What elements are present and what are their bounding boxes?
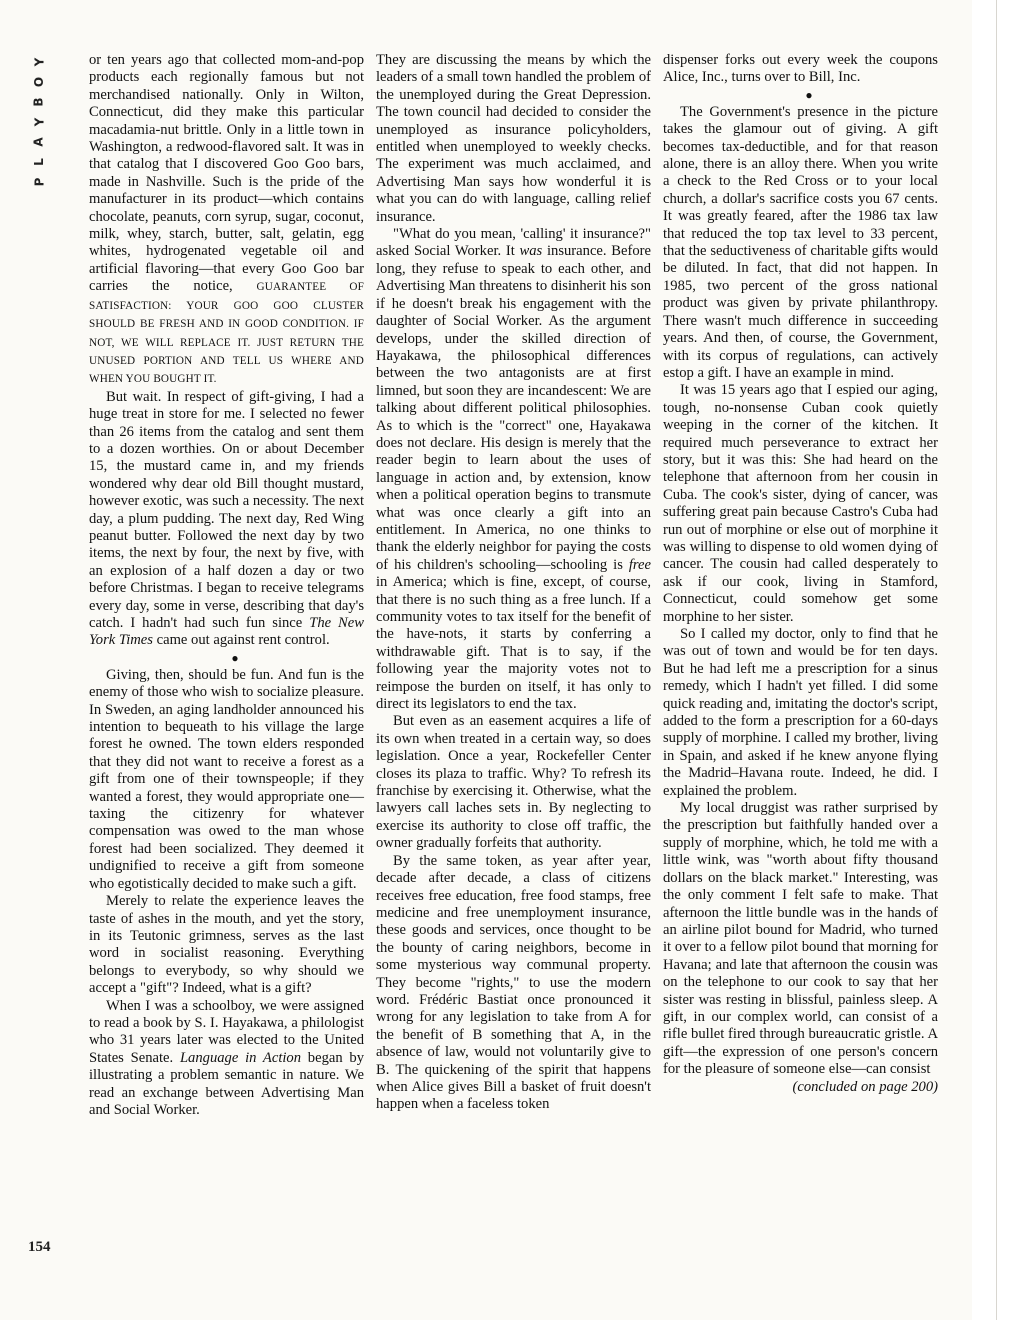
text-column-2	[376, 52, 651, 1114]
text-column-1	[89, 52, 364, 1119]
paragraph-text: "What do you mean, 'calling' it insurance?" asked Social Worker. It	[376, 226, 651, 260]
running-head-letter: A	[31, 137, 46, 147]
paragraph: By the same token, as year after year, decade after decade, a class of citizens receives free education, free food stamps, free medicine and free unemployment insurance, these goods and services, once thought to be the bounty of caring neighbors, become in some mysterious way communal property. They become "rights," to use the modern word. Frédéric Bastiat once pronounced it wrong for any legislation to take from A for the benefit of B something that A, in the absence of law, would not voluntarily give to B. The quickening of the spirit that happens when Alice gives Bill a basket of fruit doesn't happen when a faceless token	[376, 852, 651, 1113]
paragraph-text: or ten years ago that collected mom-and-pop products each regionally famous but not merchandised nationally. Only in Wilton, Connecticut, did they make this particular macadamia-nut brittle. Only in a little town in Washington, a redwood-flavored salt. It was in that catalog that I discovered Goo Goo bars, made in Nashville. Such is the pride of the manufacturer in its product—which contains chocolate, peanuts, corn syrup, sugar, coconut, milk, whey, starch, butter, salt, gelatin, egg whites, hydrogenated vegetable oil and artificial flavoring—that every Goo Goo bar carries the notice,	[89, 52, 364, 295]
page-number: 154	[28, 1239, 51, 1255]
paragraph: dispenser forks out every week the coupons Alice, Inc., turns over to Bill, Inc.	[663, 52, 938, 86]
paragraph: Merely to relate the experience leaves the taste of ashes in the mouth, and yet the story, in its Teutonic grimness, serves as the last word in socialist reasoning. Everything belongs to everybody, so why should we accept a "gift"? Indeed, what is a gift?	[89, 893, 364, 997]
paragraph-text: began by illustrating a problem semantic in nature. We read an exchange between Advertising Man and Social Worker.	[89, 1049, 364, 1118]
paragraph-text: in America; which is fine, except, of course, that there is no such thing as a free lunch. If a community votes to tax itself for the benefit of the have-nots, it starts by conferring a withdrawable gift. That is to say, if the following year the majority votes not to reimpose the burden on itself, it has only to direct its legislators to end the tax.	[376, 574, 651, 713]
emphasis: was	[519, 243, 543, 260]
paragraph-text: came out against rent control.	[156, 632, 330, 649]
running-head-letter: L	[32, 158, 46, 166]
publication-title: The New York Times	[89, 615, 364, 649]
guarantee-notice: GUARANTEE OF SATISFACTION: YOUR GOO GOO CLUSTER SHOULD BE FRESH AND IN GOOD CONDITION. IF NOT, WE WILL REPLACE IT. JUST RETURN THE UNUSED PORTION AND TELL US WHERE AND WHEN YOU BOUGHT IT.	[89, 281, 364, 386]
paragraph	[89, 52, 364, 389]
running-head-letter: Y	[31, 57, 46, 67]
paragraph-text: When I was a schoolboy, we were assigned to read a book by S. I. Hayakawa, a philologist who 31 years later was elected to the United States Senate.	[89, 997, 364, 1066]
running-head-letter: O	[31, 76, 46, 88]
running-head-playboy	[30, 52, 48, 192]
running-head-letter: B	[32, 97, 46, 107]
paragraph	[376, 226, 651, 713]
section-bullet: ●	[805, 87, 813, 102]
continuation-note: (concluded on page 200)	[792, 1078, 938, 1095]
paragraph	[89, 998, 364, 1120]
text-column-3	[663, 52, 938, 1096]
paragraph-text: insurance. Before long, they refuse to speak to each other, and Advertising Man threatens to disinherit his son if he doesn't break his engagement with the daughter of Social Worker. As the argument develops, under the skilled direction of Hayakawa, the philosophical differences between the two antagonists are at first limned, but soon they are incandescent: We are talking about different political philosophies. As to which is the "correct" one, Hayakawa does not declare. His design is merely that the reader begin to learn about the uses of language in action and, by extension, know when a political operation begins to transmute what was once clearly a gift into an entitlement. In America, no one thinks to thank the elderly neighbor for paying the costs of his children's schooling—schooling is	[376, 243, 651, 573]
emphasis: free	[628, 556, 652, 573]
running-head-letter: P	[31, 177, 46, 187]
scan-margin	[972, 0, 996, 1320]
paragraph: Giving, then, should be fun. And fun is the enemy of those who wish to socialize pleasure. In Sweden, an aging landholder announced his intention to bequeath to his village the large forest he owned. The town elders responded that they did not want to receive a forest as a gift from one of their townspeople; if they wanted a forest, they would appropriate one—taxing the citizenry for whatever compensation was owed to the man whose forest had been socialized. They deemed it undignified to receive a gift from someone who egotistically decided to make such a gift.	[89, 666, 364, 892]
paragraph: It was 15 years ago that I espied our aging, tough, no-nonsense Cuban cook quietly weeping in the corner of the kitchen. It required much perseverance to extract her story, but it was this: She had heard on the telephone that afternoon from her cousin in Cuba. The cook's sister, dying of cancer, was suffering great pain because Castro's Cuba had run out of morphine or else out of morphine it was willing to dispense to old women dying of cancer. The cousin had called desperately to ask if our cook, living in Stamford, Connecticut, could somehow get some morphine to her sister.	[663, 382, 938, 625]
section-bullet: ●	[231, 650, 239, 665]
book-title: Language in Action	[179, 1049, 302, 1066]
paragraph	[89, 389, 364, 650]
running-head-letter: Y	[31, 117, 46, 127]
paragraph: So I called my doctor, only to find that he was out of town and would be for ten days. But he had left me a prescription for a sinus remedy, which I hadn't yet filled. I did some quick reading and, imitating the doctor's script, added to the form a prescription for a 60-days supply of morphine. I called my brother, living in Spain, and asked if he knew anyone flying the Madrid–Havana route. Indeed, he did. I explained the problem.	[663, 626, 938, 799]
paragraph-text: But wait. In respect of gift-giving, I had a huge treat in store for me. I selected no fewer than 26 items from the catalog and sent them to a dozen worthies. On or about December 15, the mustard came in, and my friends wondered why dear old Bill thought mustard, however exotic, was such a necessity. The next day, a plum pudding. The next day, Red Wing peanut butter. Followed the next day by two items, the next by four, the next by five, with an explosion of a half dozen a day or two before Christmas. I began to receive telegrams every day, some in verse, describing that day's catch. I hadn't had such fun since	[89, 388, 364, 631]
paragraph: But even as an easement acquires a life of its own when treated in a certain way, so does legislation. Once a year, Rockefeller Center closes its plaza to traffic. Why? To refresh its franchise by exercising it. Otherwise, what the lawyers call laches sets in. By neglecting to exercise its authority to close off traffic, the owner gradually forfeits that authority.	[376, 713, 651, 852]
paragraph: My local druggist was rather surprised by the prescription but faithfully handed over a supply of morphine, which, he told me with a little wink, was "worth about fifty thousand dollars on the black market." Interesting, was the only comment I felt safe to make. That afternoon the little bundle was in the hands of an airline pilot bound for Madrid, who turned it over to a fellow pilot bound that morning for Havana; and late that afternoon the cousin was on the telephone to our cook to say that her sister was resting in blissful, painless sleep. A gift, in our complex world, can consist of a rifle bullet fired through bureaucratic gristle. A gift—the expression of one person's concern for the pleasure of someone else—can consist	[663, 800, 938, 1078]
paragraph: The Government's presence in the picture takes the glamour out of giving. A gift becomes tax-deductible, and for that reason alone, there is an alloy there. When you write a check to the Red Cross or to your local church, a dollar's sacrifice costs you 67 cents. It was greatly feared, after the 1986 tax law that reduced the top tax level to 33 percent, that the seductiveness of charitable gifts would be diluted. In fact, that did not happen. In 1985, two percent of the gross national product was given by private philanthropy. There wasn't much difference in succeeding years. And then, of course, the Government, with its corpus of regulations, can actively estop a gift. I have an example in mind.	[663, 103, 938, 381]
paragraph: They are discussing the means by which the leaders of a small town handled the problem of the unemployed during the Great Depression. The town council had decided to consider the unemployed as insurance policyholders, entitled when unemployed to weekly checks. The experiment was much acclaimed, and Advertising Man says how wonderful it is what you can do with language, calling relief insurance.	[376, 52, 651, 225]
